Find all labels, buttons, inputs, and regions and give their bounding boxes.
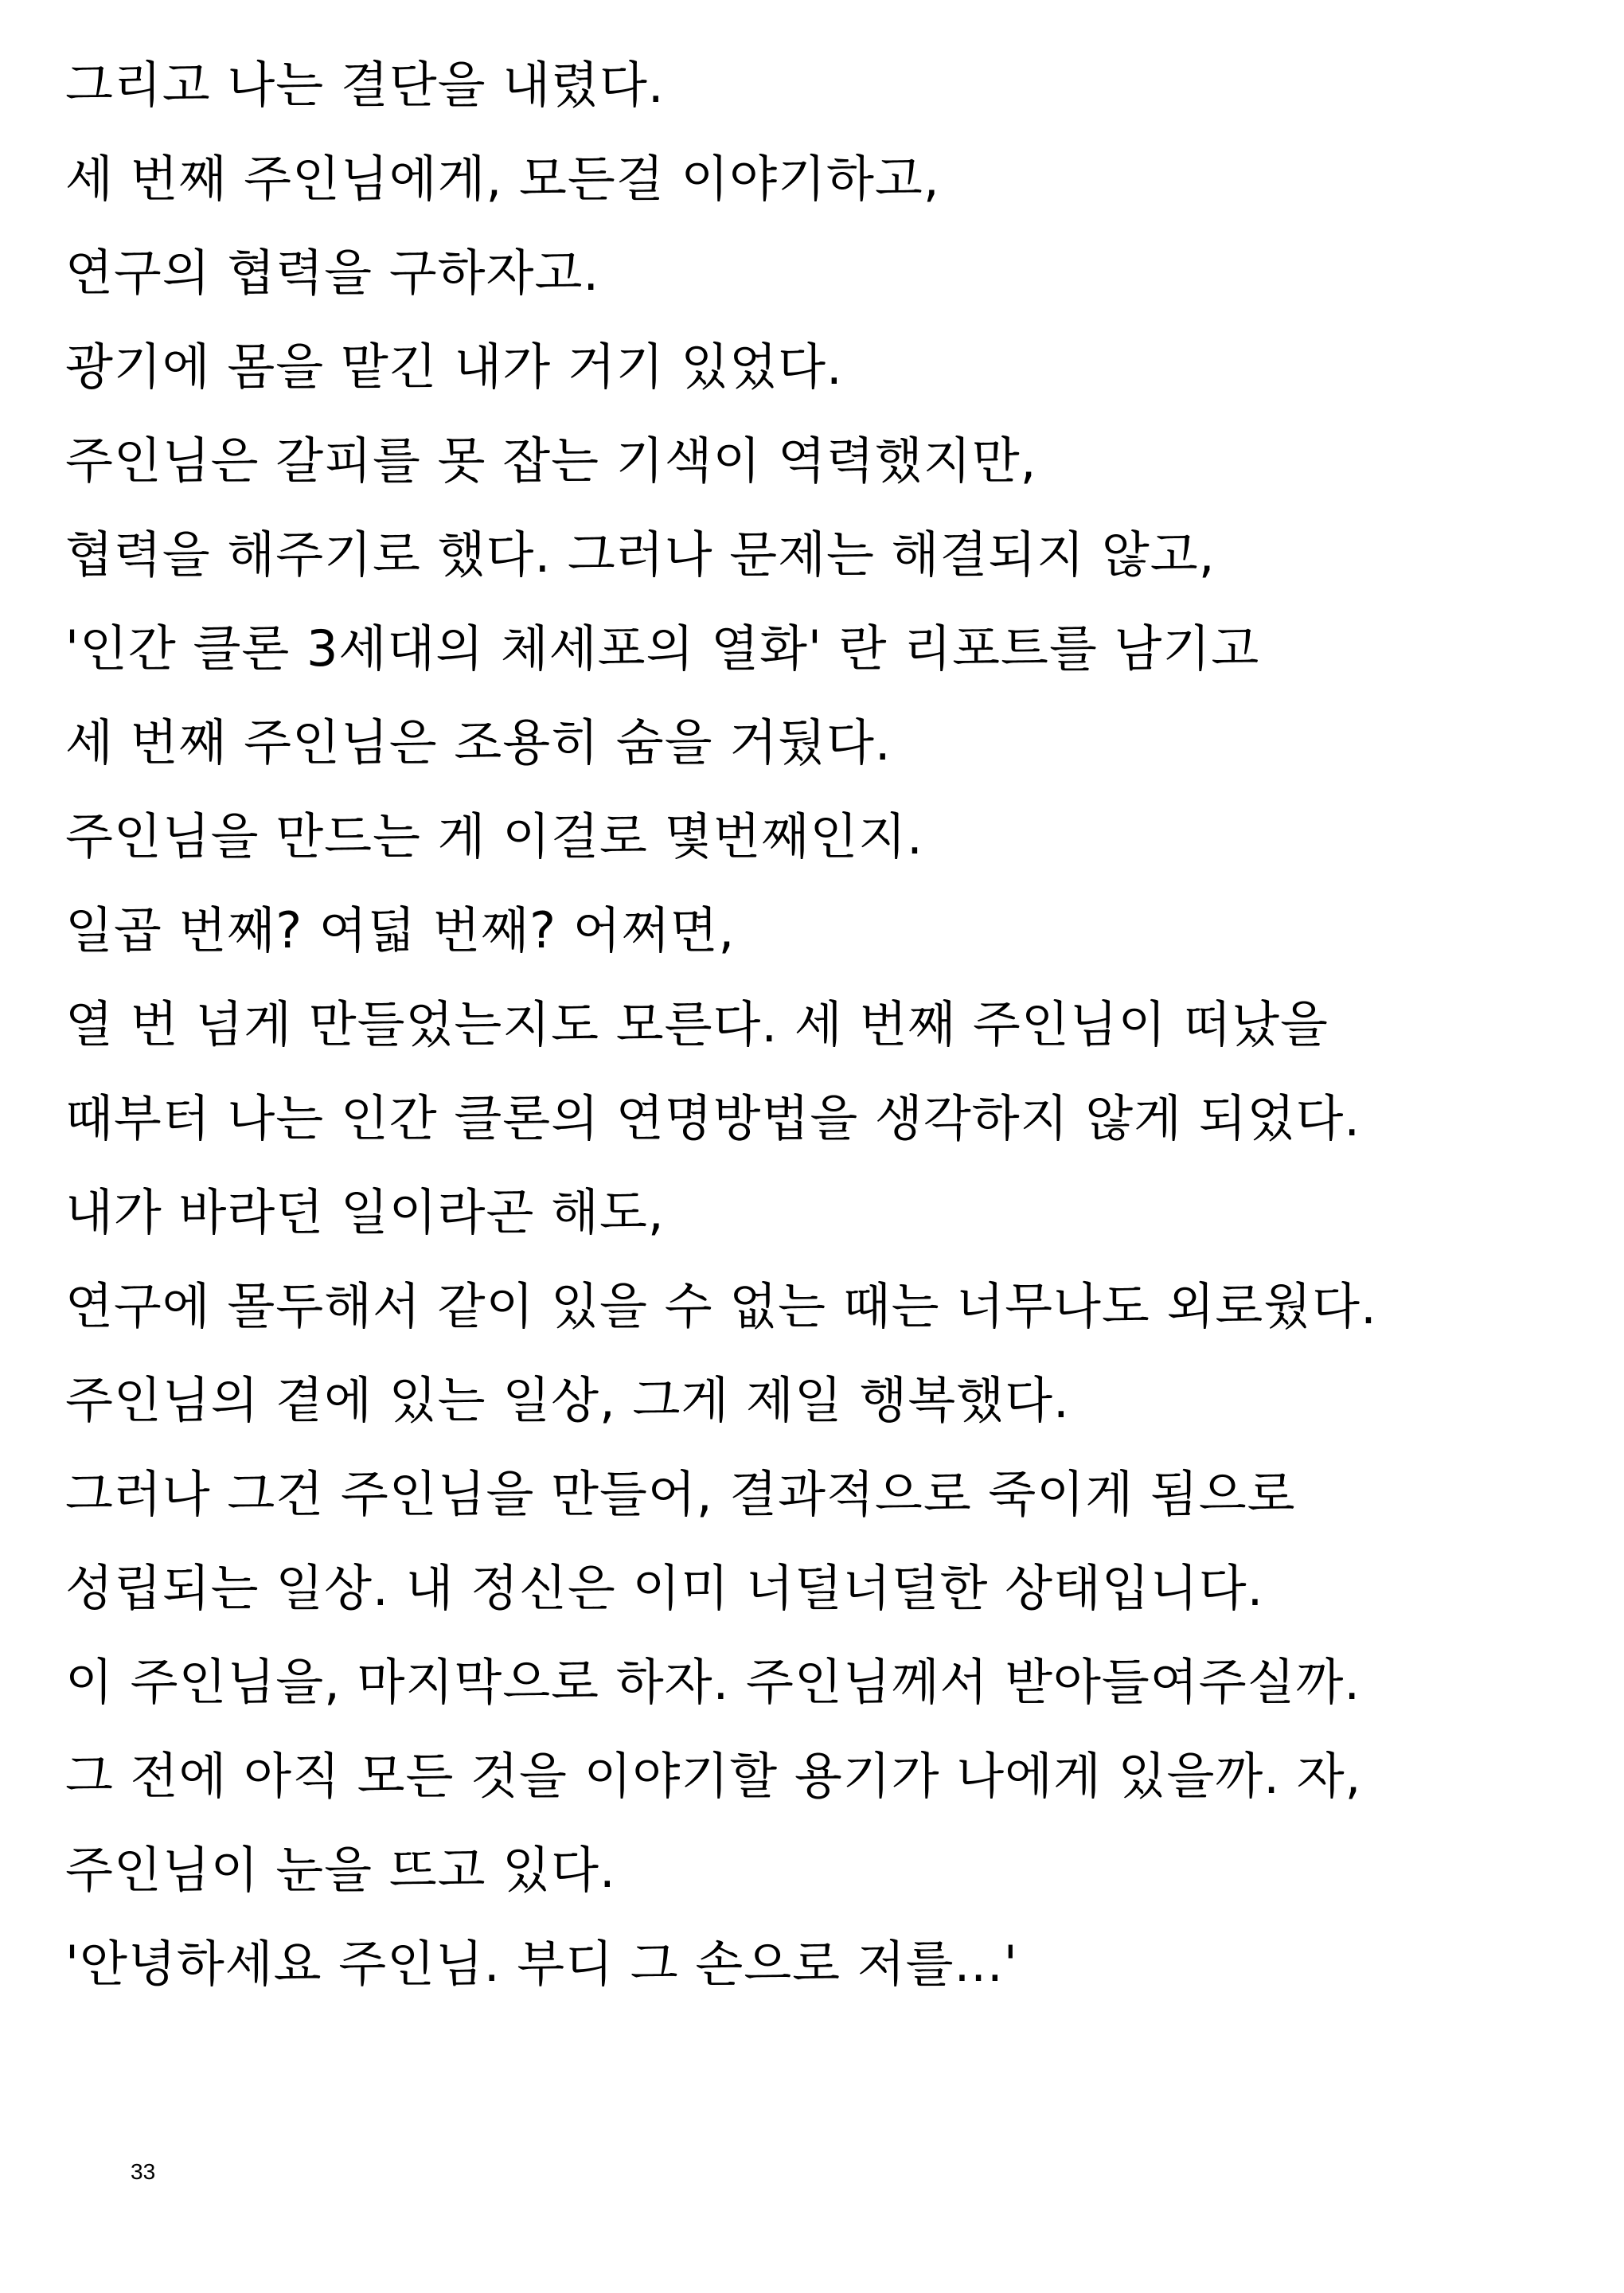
- text-line: 그러나 그건 주인님을 만들어, 결과적으로 죽이게 됨으로: [65, 1465, 1296, 1523]
- text-line: 세 번째 주인님에게, 모든걸 이야기하고,: [65, 150, 940, 208]
- text-line: 세 번째 주인님은 조용히 숨을 거뒀다.: [65, 713, 892, 771]
- text-line: 주인님이 눈을 뜨고 있다.: [65, 1841, 616, 1899]
- text-line: 그리고 나는 결단을 내렸다.: [65, 56, 665, 114]
- text-line: 일곱 번째? 여덟 번째? 어쩌면,: [65, 901, 736, 959]
- text-line: 연구의 협력을 구하자고.: [65, 244, 600, 302]
- text-line: 주인님은 갈피를 못 잡는 기색이 역력했지만,: [65, 432, 1037, 490]
- text-line: 때부터 나는 인간 클론의 연명방법을 생각하지 않게 되었다.: [65, 1089, 1361, 1147]
- text-line: 연구에 몰두해서 같이 있을 수 없는 때는 너무나도 외로웠다.: [65, 1277, 1377, 1335]
- body-text: [65, 38, 1610, 2011]
- text-line: 주인님의 곁에 있는 일상, 그게 제일 행복했다.: [65, 1371, 1070, 1429]
- text-line: 열 번 넘게 만들었는지도 모른다. 세 번째 주인님이 떠났을: [65, 995, 1329, 1053]
- text-line: 주인님을 만드는 게 이걸로 몇번째인지.: [65, 807, 923, 865]
- text-line: 내가 바라던 일이라곤 해도,: [65, 1183, 665, 1241]
- text-line: '안녕하세요 주인님. 부디 그 손으로 저를...': [65, 1935, 1018, 1993]
- text-line: 광기에 몸을 맡긴 내가 거기 있었다.: [65, 338, 843, 396]
- text-line: 협력을 해주기로 했다. 그러나 문제는 해결되지 않고,: [65, 525, 1216, 584]
- text-line: 이 주인님을, 마지막으로 하자. 주인님께서 받아들여주실까.: [65, 1653, 1361, 1711]
- page-number: 33: [131, 2159, 156, 2184]
- text-line: '인간 클론 3세대의 체세포의 열화' 란 리포트를 남기고: [65, 619, 1260, 678]
- text-line: 성립되는 일상. 내 정신은 이미 너덜너덜한 상태입니다.: [65, 1559, 1264, 1617]
- text-line: 그 전에 아직 모든 것을 이야기할 용기가 나에게 있을까. 자,: [65, 1747, 1362, 1805]
